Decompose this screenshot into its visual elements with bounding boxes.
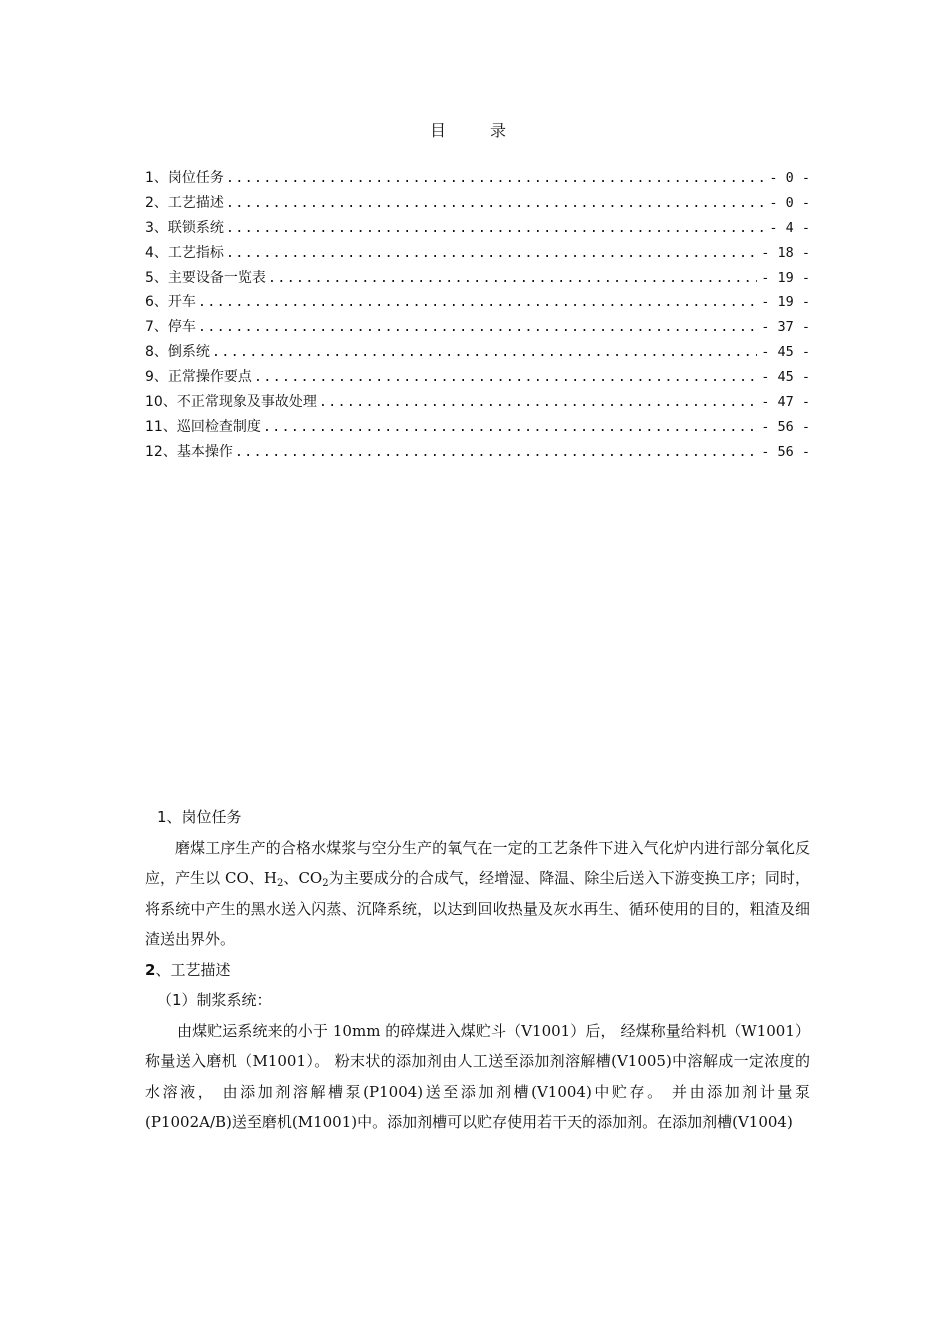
document-body xyxy=(145,802,810,1138)
toc-entry-label: 4、工艺指标 xyxy=(145,244,224,261)
toc-entry-page: - 37 - xyxy=(761,319,810,336)
toc-entry-page: - 19 - xyxy=(761,294,810,311)
toc-entry[interactable] xyxy=(145,340,810,365)
toc-entry[interactable] xyxy=(145,315,810,340)
toc-entry[interactable] xyxy=(145,166,810,191)
toc-leader-dots xyxy=(198,290,757,315)
toc-entry[interactable] xyxy=(145,365,810,390)
toc-entry[interactable] xyxy=(145,390,810,415)
toc-entry-label: 6、开车 xyxy=(145,294,196,311)
toc-entry-label: 5、主要设备一览表 xyxy=(145,269,266,286)
toc-entry-label: 12、基本操作 xyxy=(145,443,233,460)
toc-entry-page: - 45 - xyxy=(761,344,810,361)
toc-entry-page: - 47 - xyxy=(761,394,810,411)
toc-title: 目 录 xyxy=(429,121,520,140)
toc-leader-dots xyxy=(226,241,757,266)
toc-entry-label: 9、正常操作要点 xyxy=(145,369,252,386)
section-1-paragraph: 磨煤工序生产的合格水煤浆与空分生产的氧气在一定的工艺条件下进入气化炉内进行部分氧化反应，产生以 CO、$H_2$、$CO_2$为主要成分的合成气，经增湿、降温、除尘后送入下游变换工序；同时，将系统中产生的黑水送入闪蒸、沉降系统，以达到回收热量及灰水再生、循环使用的目的，粗渣及细渣送出界外。 xyxy=(145,838,811,948)
toc-entry-label: 3、联锁系统 xyxy=(145,219,224,236)
toc-entry-page: - 56 - xyxy=(761,443,810,460)
toc-entry-page: - 19 - xyxy=(761,269,810,286)
toc-leader-dots xyxy=(235,440,757,465)
toc-entry[interactable] xyxy=(145,266,810,291)
toc-entry-page: - 0 - xyxy=(769,170,810,186)
toc-entry-label: 10、不正常现象及事故处理 xyxy=(145,394,317,411)
toc-entry-label: 11、巡回检查制度 xyxy=(145,418,261,435)
section-2-paragraph: 由煤贮运系统来的小于 10mm 的碎煤进入煤贮斗（V1001）后， 经煤称量给料机（W1001）称量送入磨机（M1001）。 粉末状的添加剂由人工送至添加剂溶解槽(V1005)中溶解成一定浓度的水溶液， 由添加剂溶解槽泵(P1004)送至添加剂槽(V1004)中贮存。 并由添加剂计量泵(P1002A/B)送至磨机(M1001)中。添加剂槽可以贮存使用若干天的添加剂。在添加剂槽(V1004) xyxy=(145,1021,810,1131)
subsection-heading-1: （1）制浆系统： xyxy=(157,991,272,1009)
toc-entry-page: - 45 - xyxy=(761,369,810,386)
toc-entry[interactable] xyxy=(145,191,810,216)
toc-leader-dots xyxy=(212,340,757,365)
toc-entry[interactable] xyxy=(145,241,810,266)
toc-entry-page: - 56 - xyxy=(761,418,810,435)
section-heading-2: 2、工艺描述 xyxy=(145,960,231,979)
section-heading-1: 1、岗位任务 xyxy=(157,808,242,826)
toc-entry[interactable] xyxy=(145,290,810,315)
toc-entry-page: - 18 - xyxy=(761,244,810,261)
toc-entry[interactable] xyxy=(145,440,810,465)
toc-leader-dots xyxy=(268,266,757,291)
toc-leader-dots xyxy=(263,415,757,440)
toc-entry[interactable] xyxy=(145,216,810,241)
toc-entry-page: - 0 - xyxy=(769,194,810,211)
toc-entry-label: 2、工艺描述 xyxy=(145,194,224,211)
toc-entry-page: - 4 - xyxy=(769,219,810,236)
toc-leader-dots xyxy=(254,365,757,390)
table-of-contents xyxy=(145,166,810,465)
toc-entry[interactable] xyxy=(145,415,810,440)
toc-leader-dots xyxy=(226,191,765,216)
toc-leader-dots xyxy=(198,315,757,340)
toc-leader-dots xyxy=(319,390,757,415)
toc-leader-dots xyxy=(226,166,765,191)
toc-entry-label: 8、倒系统 xyxy=(145,344,210,361)
toc-leader-dots xyxy=(226,216,765,241)
toc-entry-label: 7、停车 xyxy=(145,319,196,336)
toc-entry-label: 1、岗位任务 xyxy=(145,170,224,186)
